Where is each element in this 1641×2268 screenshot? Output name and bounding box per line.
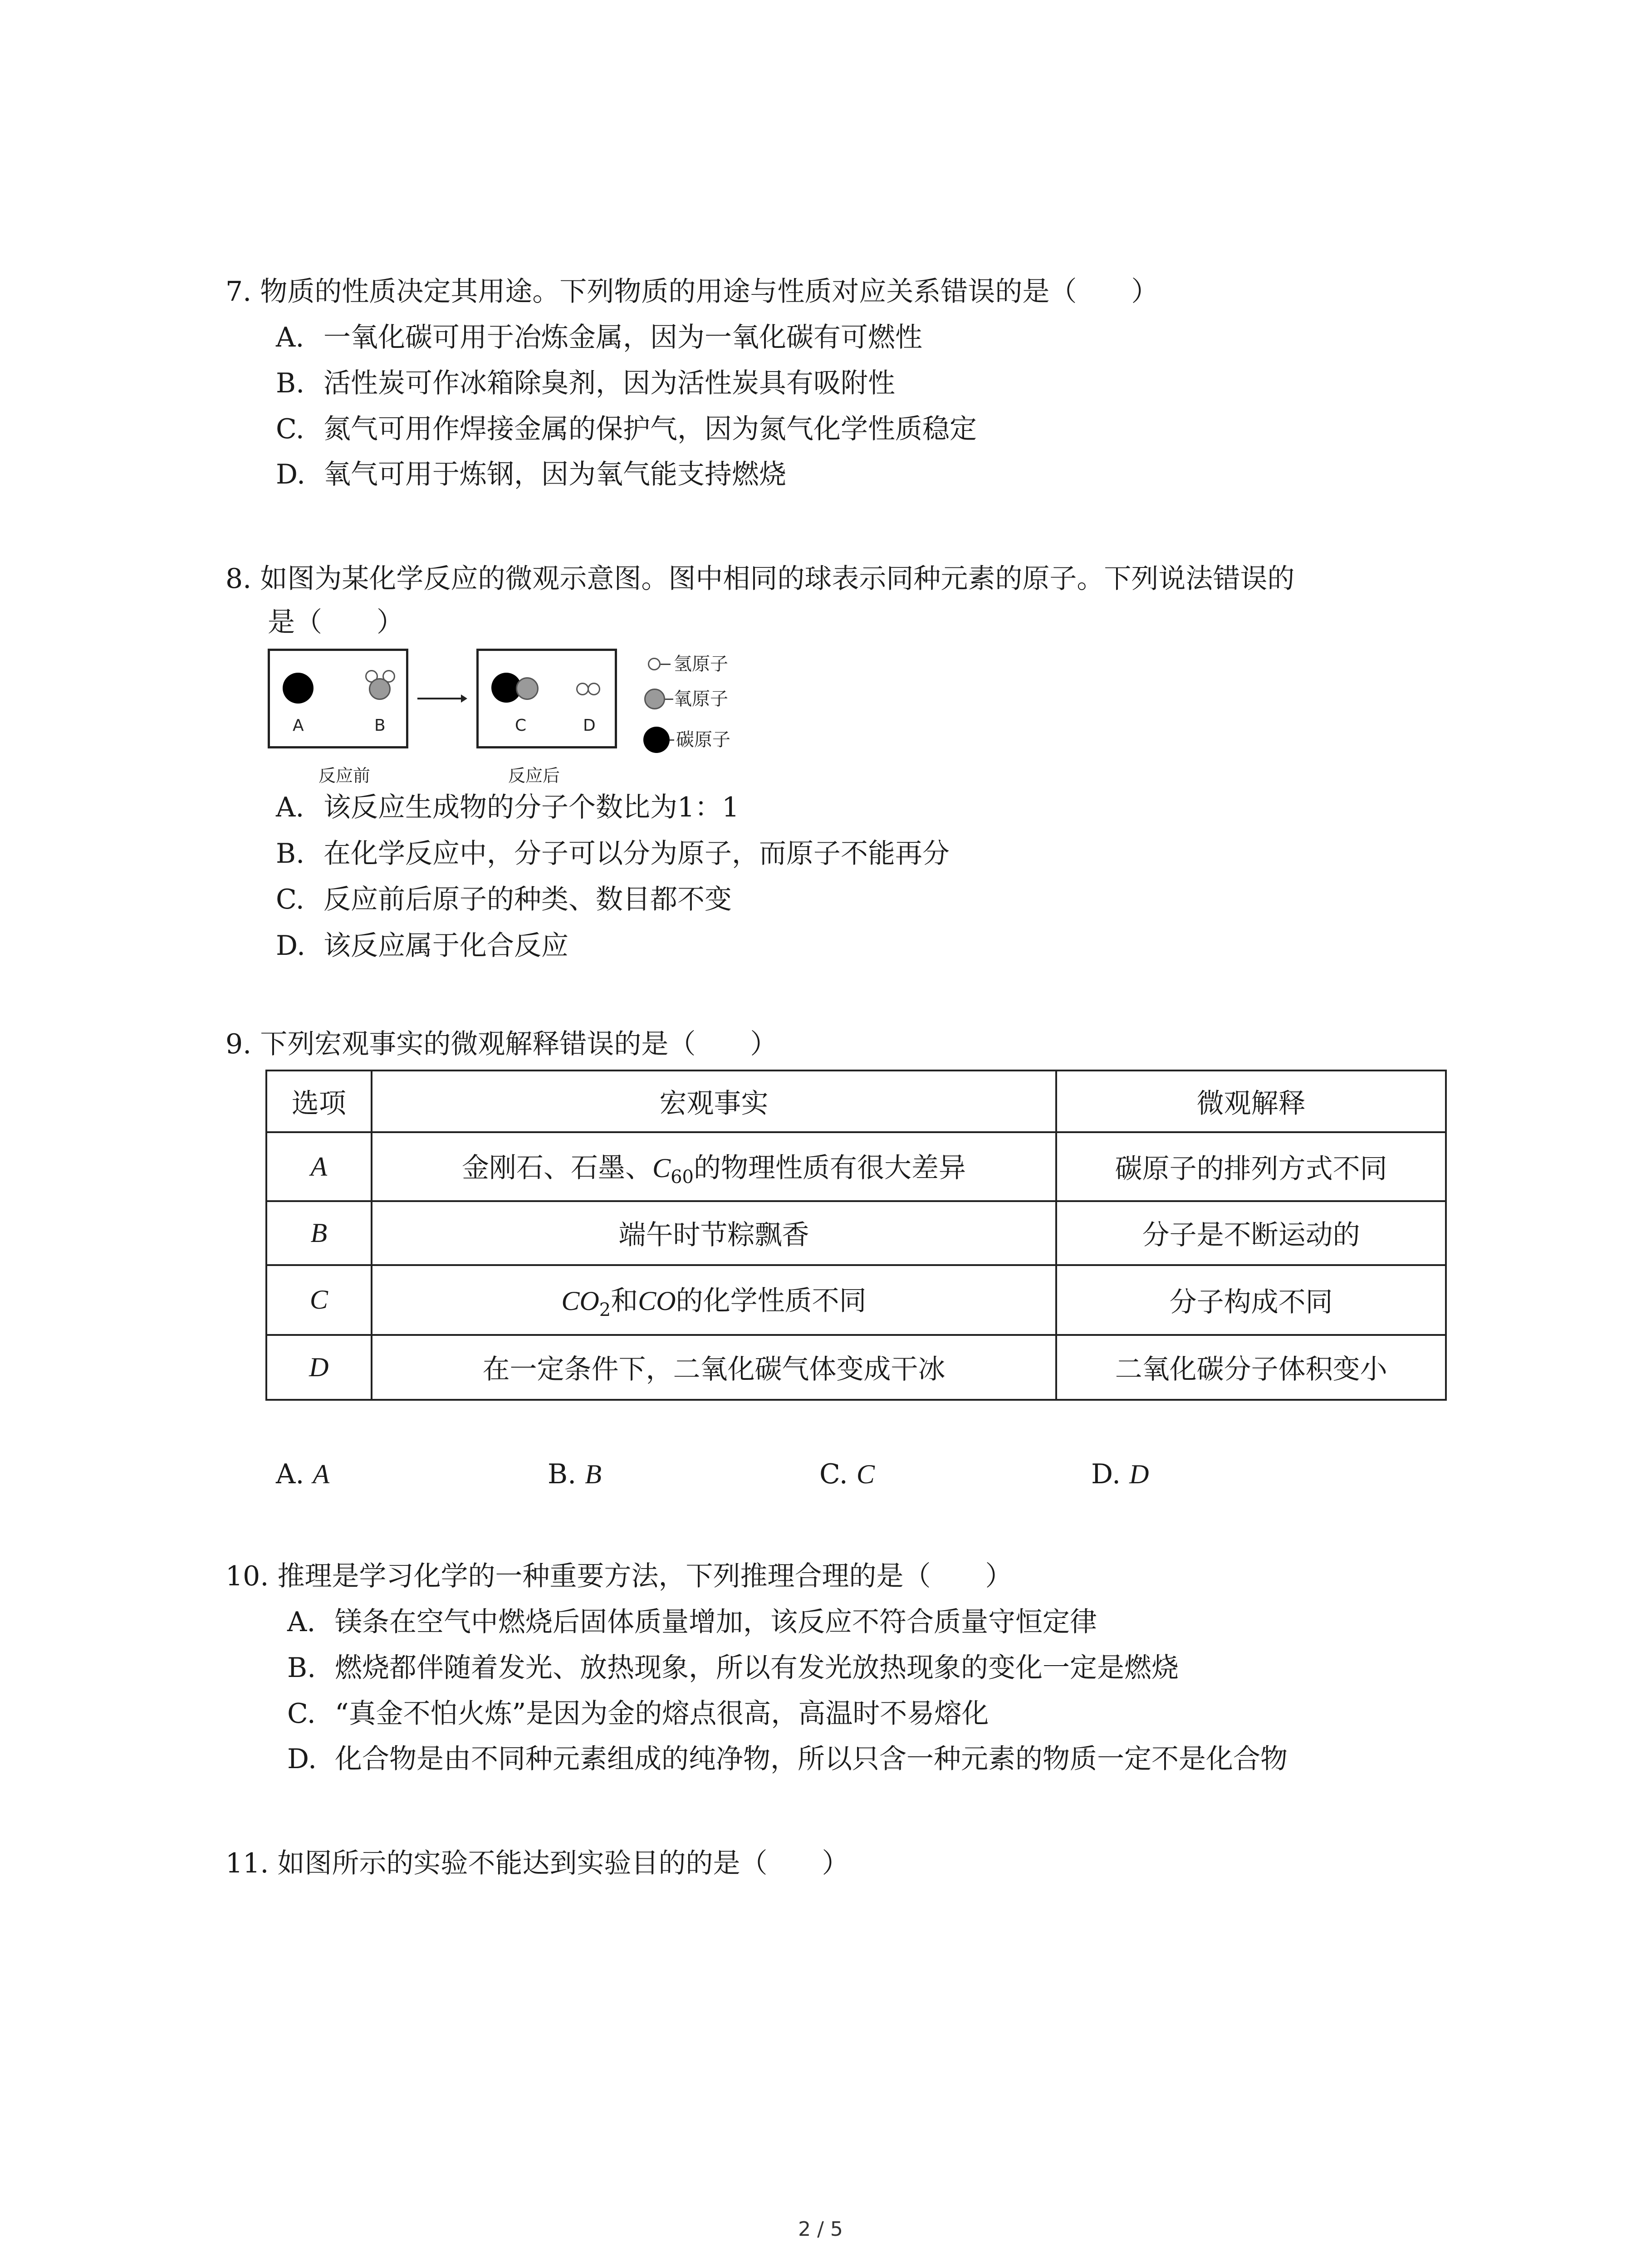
question-11-stem: 11. 如图所示的实验不能达到实验目的的是（ ） — [225, 1848, 849, 1879]
table-cell-explanation: 二氧化碳分子体积变小 — [1056, 1335, 1446, 1400]
question-8-stem-line-1: 8. 如图为某化学反应的微观示意图。图中相同的球表示同种元素的原子。下列说法错误的 — [225, 563, 1295, 595]
table-cell-fact: 在一定条件下，二氧化碳气体变成干冰 — [372, 1335, 1057, 1400]
table-header-fact: 宏观事实 — [372, 1070, 1057, 1132]
reaction-arrow-icon — [417, 692, 467, 705]
question-10-option-a: A. 镁条在空气中燃烧后固体质量增加，该反应不符合质量守恒定律 — [287, 1606, 1097, 1638]
reaction-diagram — [268, 649, 812, 798]
hydrogen-atom — [588, 683, 600, 695]
legend-connector — [665, 699, 673, 700]
table-cell-option: B — [266, 1201, 372, 1265]
question-9-stem: 9. 下列宏观事实的微观解释错误的是（ ） — [225, 1028, 778, 1060]
legend-hydrogen-icon — [648, 658, 661, 670]
question-8-option-b: B. 在化学反应中，分子可以分为原子，而原子不能再分 — [276, 838, 950, 870]
legend-oxygen-label: 氧原子 — [674, 689, 728, 709]
question-8-option-c: C. 反应前后原子的种类、数目都不变 — [276, 884, 732, 915]
question-9-choice-a: A. A — [276, 1458, 330, 1490]
legend-connector — [670, 739, 674, 741]
question-9-choice-b: B. B — [548, 1458, 602, 1490]
question-7-option-a: A. 一氧化碳可用于冶炼金属，因为一氧化碳有可燃性 — [276, 322, 922, 353]
table-cell-fact: $CO_2$和CO的化学性质不同 — [372, 1265, 1057, 1334]
before-reaction-box — [268, 649, 408, 748]
table-header-option: 选项 — [266, 1070, 372, 1132]
table-cell-explanation: 分子是不断运动的 — [1056, 1201, 1446, 1265]
carbon-atom — [283, 673, 314, 704]
legend-oxygen-icon — [644, 689, 665, 709]
molecule-label-d: D — [583, 716, 596, 735]
table-cell-explanation: 碳原子的排列方式不同 — [1056, 1132, 1446, 1201]
molecule-label-c: C — [515, 716, 527, 735]
legend-connector — [661, 664, 671, 665]
table-row — [266, 1265, 1446, 1334]
question-10-option-c: C. “真金不怕火炼”是因为金的熔点很高，高温时不易熔化 — [287, 1698, 989, 1730]
table-header-row — [266, 1070, 1446, 1132]
table-cell-fact: 金刚石、石墨、$C_{60}$的物理性质有很大差异 — [372, 1132, 1057, 1201]
question-8-option-d: D. 该反应属于化合反应 — [276, 930, 568, 962]
question-9-choice-c: C. C — [819, 1458, 875, 1490]
question-7-option-c: C. 氮气可用作焊接金属的保护气，因为氮气化学性质稳定 — [276, 413, 977, 445]
table-row — [266, 1335, 1446, 1400]
question-8-option-a: A. 该反应生成物的分子个数比为1：1 — [276, 792, 740, 823]
molecule-label-a: A — [293, 716, 304, 735]
legend-carbon-label: 碳原子 — [676, 729, 730, 750]
question-8-stem-line-2: 是（ ） — [268, 606, 404, 638]
question-10-option-b: B. 燃烧都伴随着发光、放热现象，所以有发光放热现象的变化一定是燃烧 — [287, 1652, 1179, 1684]
legend-hydrogen-label: 氢原子 — [674, 654, 728, 675]
table-cell-fact: 端午时节粽飘香 — [372, 1201, 1057, 1265]
page-number: 2 / 5 — [798, 2218, 843, 2241]
table-row — [266, 1201, 1446, 1265]
table-cell-option: C — [266, 1265, 372, 1334]
hydrogen-atom — [576, 683, 589, 695]
question-9-choice-d: D. D — [1091, 1458, 1149, 1490]
oxygen-atom — [369, 678, 391, 700]
question-10-option-d: D. 化合物是由不同种元素组成的纯净物，所以只含一种元素的物质一定不是化合物 — [287, 1743, 1288, 1775]
after-reaction-box — [476, 649, 617, 748]
oxygen-atom — [516, 677, 539, 700]
molecule-label-b: B — [374, 716, 386, 735]
table-row — [266, 1132, 1446, 1201]
table-header-explanation: 微观解释 — [1056, 1070, 1446, 1132]
question-7-option-d: D. 氧气可用于炼钢，因为氧气能支持燃烧 — [276, 459, 786, 490]
table-cell-explanation: 分子构成不同 — [1056, 1265, 1446, 1334]
question-7-stem: 7. 物质的性质决定其用途。下列物质的用途与性质对应关系错误的是（ ） — [225, 276, 1159, 308]
table-cell-option: D — [266, 1335, 372, 1400]
question-10-stem: 10. 推理是学习化学的一种重要方法，下列推理合理的是（ ） — [225, 1560, 1013, 1592]
caption-after-reaction: 反应后 — [508, 766, 560, 786]
table-cell-option: A — [266, 1132, 372, 1201]
legend-carbon-icon — [643, 727, 670, 753]
question-7-option-b: B. 活性炭可作冰箱除臭剂，因为活性炭具有吸附性 — [276, 367, 895, 399]
caption-before-reaction: 反应前 — [318, 766, 371, 786]
question-9-table — [265, 1070, 1447, 1401]
